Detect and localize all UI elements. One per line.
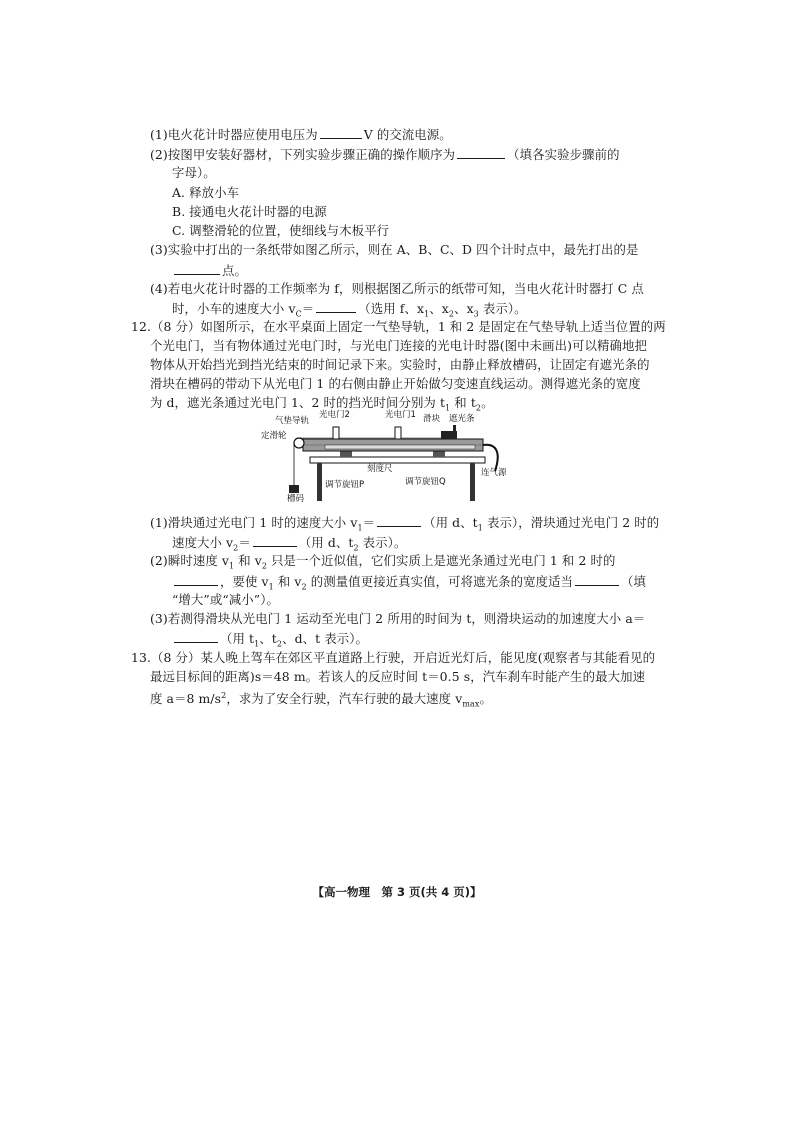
ruler-shape xyxy=(325,445,475,449)
q11-option-b: B. 接通电火花计时器的电源 xyxy=(172,204,327,219)
label-knob-q: 调节旋钮Q xyxy=(405,477,446,487)
label-gate1: 光电门1 xyxy=(385,410,416,420)
q11-part1: (1)电火花计时器应使用电压为 V 的交流电源。 xyxy=(150,124,452,145)
q12-sub2-end: “增大”或“减小”）。 xyxy=(172,592,279,607)
air-track-diagram xyxy=(255,405,520,505)
shade-shape xyxy=(453,425,456,431)
q11-part4: (4)若电火花计时器的工作频率为 f，则根据图乙所示的纸带可知，当电火花计时器打 C 点 xyxy=(150,281,644,296)
q12-line4: 滑块在槽码的带动下从光电门 1 的右侧由静止开始做匀变速直线运动。测得遮光条的宽度 xyxy=(150,376,641,391)
table-leg-right xyxy=(470,463,475,501)
q12-line1: 12.（8 分）如图所示，在水平桌面上固定一气垫导轨，1 和 2 是固定在气垫导轨上适当位置的两 xyxy=(131,319,666,334)
label-knob-p: 调节旋钮P xyxy=(325,480,365,490)
gate2-shape xyxy=(333,427,339,439)
q11-option-a: A. 释放小车 xyxy=(172,185,240,200)
q11-part2-cont: 字母）。 xyxy=(172,165,216,180)
q11-part3-cont: 点。 xyxy=(172,260,247,281)
slider-shape xyxy=(441,431,457,439)
label-gate2: 光电门2 xyxy=(319,410,350,420)
q11-option-c: C. 调整滑轮的位置，使细线与木板平行 xyxy=(172,223,390,238)
page-footer: 【高一物理 第 3 页(共 4 页)】 xyxy=(312,885,482,899)
pulley-shape xyxy=(294,438,304,448)
q12-sub3: (3)若测得滑块从光电门 1 运动至光电门 2 所用的时间为 t，则滑块运动的加速度大小 a＝ xyxy=(150,611,646,626)
q12-sub1-cont: 速度大小 $v_2=$ （用 d、$t_2$ 表示）。 xyxy=(172,532,406,558)
label-weight: 槽码 xyxy=(287,494,305,504)
table-leg-left xyxy=(317,463,322,501)
label-air-track: 气垫导轨 xyxy=(275,416,310,426)
q11-part3: (3)实验中打出的一条纸带如图乙所示，则在 A、B、C、D 四个计时点中，最先打出的是 xyxy=(150,242,639,257)
knob-p-shape xyxy=(340,451,352,457)
label-shade: 遮光条 xyxy=(449,414,475,424)
q11-part2: (2)按图甲安装好器材，下列实验步骤正确的操作顺序为 （填各实验步骤前的 xyxy=(150,144,620,165)
table-top xyxy=(310,457,485,463)
q13-line1: 13.（8 分）某人晚上驾车在郊区平直道路上行驶，开启近光灯后，能见度(观察者与其能看见的 xyxy=(131,650,656,665)
knob-q-shape xyxy=(433,451,445,457)
q12-sub3-cont: （用 $t_1$、$t_2$、d、t 表示）。 xyxy=(172,628,368,654)
q12-line5: 为 d，遮光条通过光电门 1、2 时的挡光时间分别为 $t_1$ 和 $t_2$。 xyxy=(150,395,494,413)
label-slider: 滑块 xyxy=(423,414,441,424)
q12-sub2: (2)瞬时速度 $v_1$ 和 $v_2$ 只是一个近似值，它们实质上是遮光条通过光电门 1 和 2 时的 xyxy=(150,553,616,571)
q13-line2: 最远目标间的距离)s＝48 m。若该人的反应时间 t＝0.5 s，汽车刹车时能产生的最大加速 xyxy=(150,669,646,684)
label-air-source: 连气源 xyxy=(481,468,507,478)
q11-part4-cont: 时，小车的速度大小 $v_C=$ （选用 f、$x_1$、$x_2$、$x_3$ 表示）。 xyxy=(172,298,527,324)
label-pulley: 定滑轮 xyxy=(261,431,287,441)
q13-line3: 度 a＝8 $m/s^2$，求为了安全行驶，汽车行驶的最大速度 $v_{max}$。 xyxy=(150,691,492,709)
q12-sub1: (1)滑块通过光电门 1 时的速度大小 $v_1=$ （用 d、$t_1$ 表示），滑块通过光电门 2 时的 xyxy=(150,512,659,538)
q12-line3: 物体从开始挡光到挡光结束的时间记录下来。实验时，由静止释放槽码，让固定有遮光条的 xyxy=(150,357,650,372)
weight-shape xyxy=(289,485,299,493)
label-ruler: 刻度尺 xyxy=(367,464,393,474)
q12-line2: 个光电门，当有物体通过光电门时，与光电门连接的光电计时器(图中未画出)可以精确地把 xyxy=(150,338,648,353)
q12-sub2-cont: ，要使 $v_1$ 和 $v_2$ 的测量值更接近真实值，可将遮光条的宽度适当 （填 xyxy=(172,571,646,597)
gate1-shape xyxy=(395,427,401,439)
